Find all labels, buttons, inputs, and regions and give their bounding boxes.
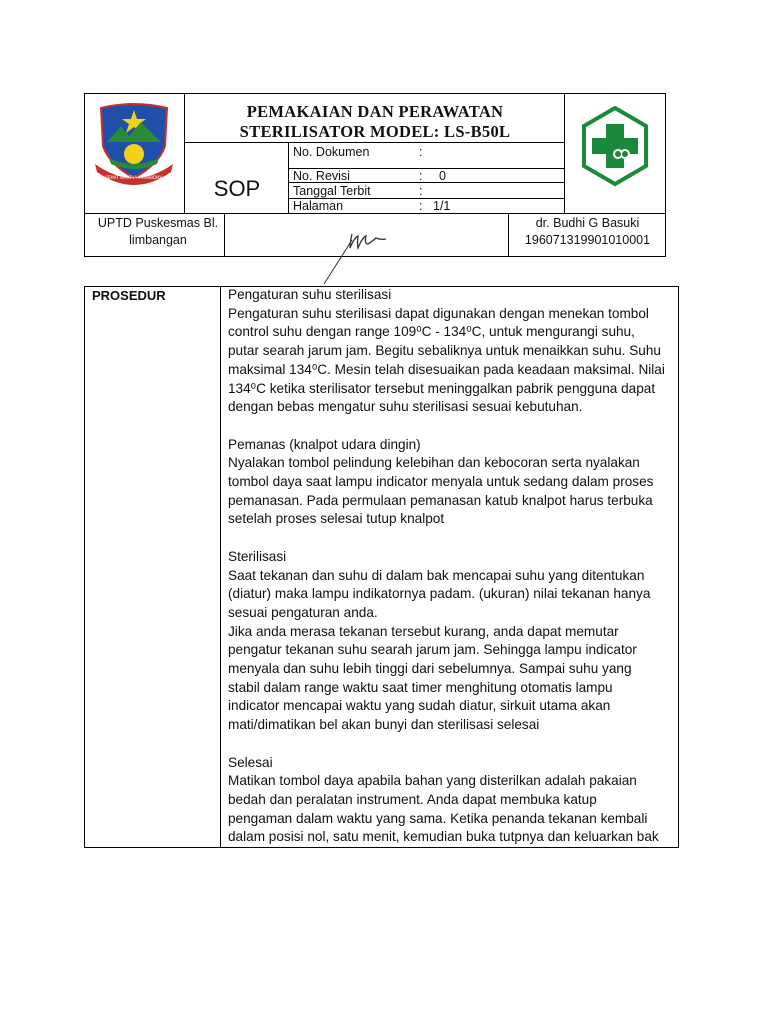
section-line: dalam posisi nol, satu menit, kemudian buka tutpnya dan keluarkan bak xyxy=(228,829,659,845)
institution-name xyxy=(92,215,224,249)
meta-row-dokumen xyxy=(293,145,563,159)
meta-label: No. Dokumen xyxy=(293,145,370,159)
section-line: putar searah jarum jam. Begitu sebaliknya untuk menaikkan suhu. Suhu xyxy=(228,343,661,359)
procedure-content xyxy=(228,286,676,847)
section-line: maksimal 134⁰C. Mesin telah disesuaikan pada keadaan maksimal. Nilai xyxy=(228,361,665,377)
section-line: indicator mencapai waktu yang sudah diatur, sirkuit utama akan xyxy=(228,698,611,714)
section-line: bedah dan peralatan instrument. Anda dapat membuka katup xyxy=(228,791,597,807)
section-line: (diatur) maka lampu indikatornya padam. (ukuran) nilai tekanan hanya xyxy=(228,586,651,602)
section-line: dengan bebas mengatur suhu sterilisasi sesuai kebutuhan. xyxy=(228,399,583,415)
section-selesai xyxy=(228,754,676,848)
signatory-name: dr. Budhi G Basuki xyxy=(535,216,640,230)
section-sterilisasi xyxy=(228,548,676,735)
procedure-label: PROSEDUR xyxy=(92,288,166,303)
section-line: Pengaturan suhu sterilisasi dapat digunakan dengan menekan tombol xyxy=(228,305,649,321)
section-heading: Sterilisasi xyxy=(228,548,287,564)
document-title xyxy=(186,102,564,142)
meta-label: Tanggal Terbit xyxy=(293,184,371,198)
institution-line-2: limbangan xyxy=(129,233,187,247)
meta-sep: : xyxy=(419,169,423,183)
title-line-1: PEMAKAIAN DAN PERAWATAN xyxy=(246,102,504,121)
signatory-nip: 196071319901010001 xyxy=(524,233,651,247)
section-heading: Pengaturan suhu sterilisasi xyxy=(228,287,392,302)
meta-row-halaman xyxy=(293,199,563,213)
section-line: pengatur tekanan suhu searah jarum jam. Sehingga lampu indicator xyxy=(228,642,637,658)
signature xyxy=(310,222,410,292)
section-line: pemanasan. Pada permulaan pemanasan katub knalpot harus terbuka xyxy=(228,492,653,508)
meta-sep: : xyxy=(419,145,423,159)
section-pemanas xyxy=(228,436,676,530)
institution-line-1: UPTD Puskesmas Bl. xyxy=(97,216,219,230)
section-line: pengaman dalam waktu yang sama. Ketika penanda tekanan kembali xyxy=(228,810,648,826)
section-heading: Pemanas (knalpot udara dingin) xyxy=(228,436,421,452)
meta-row-tanggal xyxy=(293,184,563,198)
section-line: Saat tekanan dan suhu di dalam bak mencapai suhu yang ditentukan xyxy=(228,567,645,583)
section-line: Nyalakan tombol pelindung kelebihan dan kebocoran serta nyalakan xyxy=(228,455,640,471)
section-line: 134⁰C ketika sterilisator tersebut meninggalkan pabrik pengguna dapat xyxy=(228,380,656,396)
meta-sep: : xyxy=(419,199,423,213)
section-line: stabil dalam range waktu saat timer menghitung otomatis lampu xyxy=(228,679,613,695)
section-suhu xyxy=(228,286,676,417)
puskesmas-logo xyxy=(580,106,650,192)
section-line: setelah proses selesai tutup knalpot xyxy=(228,511,445,527)
svg-text:SEMAT WARTHA MAHARDIKA: SEMAT WARTHA MAHARDIKA xyxy=(105,175,163,180)
meta-sep: : xyxy=(419,184,423,198)
title-line-2: STERILISATOR MODEL: LS-B50L xyxy=(239,122,511,141)
regency-crest-logo xyxy=(93,102,175,188)
meta-label: Halaman xyxy=(293,199,344,213)
section-line: tombol daya saat lampu indicator menyala untuk sedang dalam proses xyxy=(228,474,654,490)
meta-label: No. Revisi xyxy=(293,169,350,183)
section-line: Matikan tombol daya apabila bahan yang disterilkan adalah pakaian xyxy=(228,773,637,789)
section-heading: Selesai xyxy=(228,754,273,770)
section-line: Jika anda merasa tekanan tersebut kurang, anda dapat memutar xyxy=(228,623,619,639)
meta-row-revisi xyxy=(293,169,563,183)
section-line: mati/dimatikan bel akan bunyi dan sterilisasi selesai xyxy=(228,717,540,733)
meta-value: 0 xyxy=(439,169,446,183)
signatory xyxy=(510,215,665,249)
section-line: sesuai pengaturan anda. xyxy=(228,604,378,620)
section-line: control suhu dengan range 109⁰C - 134⁰C, untuk mengurangi suhu, xyxy=(228,324,635,340)
section-line: menyala dan suhu lebih tinggi dari sebelumnya. Sampai suhu yang xyxy=(228,661,632,677)
meta-value: 1/1 xyxy=(433,199,451,213)
sop-label: SOP xyxy=(213,176,261,201)
